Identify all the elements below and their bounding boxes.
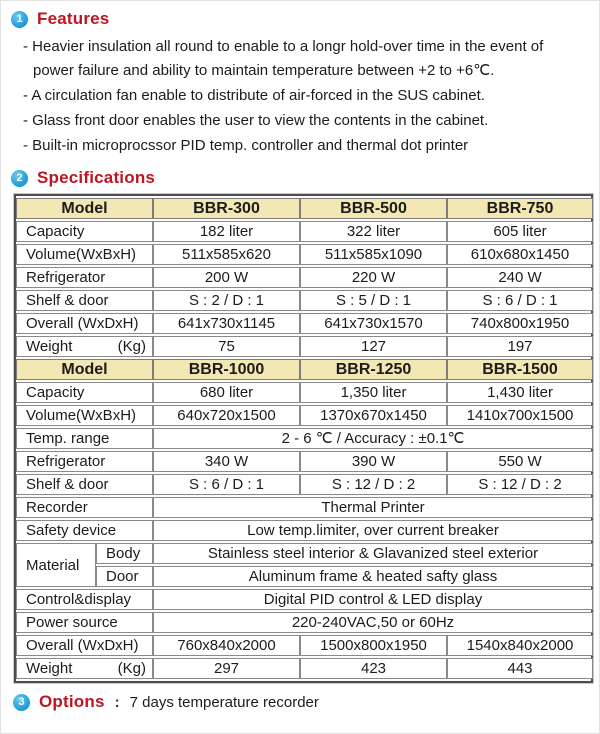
features-list <box>23 35 591 158</box>
spec-row <box>16 313 593 334</box>
spec-value-cell: 1,350 liter <box>300 382 447 403</box>
model-header-cell: Model <box>16 198 153 219</box>
spec-value-cell: Thermal Printer <box>153 497 593 518</box>
spec-value-cell: 200 W <box>153 267 300 288</box>
spec-value-cell: Digital PID control & LED display <box>153 589 593 610</box>
spec-row <box>16 543 593 564</box>
spec-value-cell: 240 W <box>447 267 593 288</box>
spec-value-cell: 511x585x1090 <box>300 244 447 265</box>
spec-label-cell: Power source <box>16 612 153 633</box>
feature-line: power failure and ability to maintain temperature between +2 to +6℃. <box>33 62 495 79</box>
spec-value-cell: 197 <box>447 336 593 357</box>
spec-label-cell: Door <box>96 566 153 587</box>
section-number-3-icon: 3 <box>13 694 30 711</box>
section-number-1-icon: 1 <box>11 11 28 28</box>
model-name-cell: BBR-1250 <box>300 359 447 380</box>
spec-label-cell: Overall (WxDxH) <box>16 635 153 656</box>
feature-line: - Glass front door enables the user to view the contents in the cabinet. <box>23 112 489 129</box>
spec-label-main: Weight <box>26 338 73 355</box>
feature-line: - A circulation fan enable to distribute of air-forced in the SUS cabinet. <box>23 87 485 104</box>
spec-value-cell: S : 6 / D : 1 <box>153 474 300 495</box>
spec-value-cell: 1370x670x1450 <box>300 405 447 426</box>
spec-label-cell: Capacity <box>16 221 153 242</box>
spec-label-cell: Overall (WxDxH) <box>16 313 153 334</box>
spec-label-cell: Safety device <box>16 520 153 541</box>
spec-value-cell: 740x800x1950 <box>447 313 593 334</box>
spec-row <box>16 635 593 656</box>
spec-label-cell: Capacity <box>16 382 153 403</box>
spec-value-cell: S : 12 / D : 2 <box>300 474 447 495</box>
spec-label-cell: Control&display <box>16 589 153 610</box>
spec-label-unit: (Kg) <box>117 338 146 355</box>
spec-row <box>16 612 593 633</box>
feature-item-3 <box>23 109 591 133</box>
spec-value-cell: 127 <box>300 336 447 357</box>
model-name-cell: BBR-1000 <box>153 359 300 380</box>
spec-row <box>16 589 593 610</box>
model-name-cell: BBR-300 <box>153 198 300 219</box>
spec-label-cell: Temp. range <box>16 428 153 449</box>
spec-row <box>16 405 593 426</box>
spec-value-cell: 511x585x620 <box>153 244 300 265</box>
spec-value-cell: 641x730x1145 <box>153 313 300 334</box>
spec-header-row <box>16 359 593 380</box>
spec-label-cell: Volume(WxBxH) <box>16 405 153 426</box>
spec-value-cell: 2 - 6 ℃ / Accuracy : ±0.1℃ <box>153 428 593 449</box>
spec-value-cell: 220 W <box>300 267 447 288</box>
spec-table-wrap <box>14 194 593 683</box>
spec-label-cell: Shelf & door <box>16 290 153 311</box>
spec-value-cell: 1,430 liter <box>447 382 593 403</box>
spec-value-cell: 641x730x1570 <box>300 313 447 334</box>
spec-value-cell: 182 liter <box>153 221 300 242</box>
model-name-cell: BBR-1500 <box>447 359 593 380</box>
spec-value-cell: 443 <box>447 658 593 679</box>
model-name-cell: BBR-750 <box>447 198 593 219</box>
feature-line: - Heavier insulation all round to enable to a longr hold-over time in the event of <box>23 38 544 55</box>
spec-label-cell: Material <box>16 543 96 587</box>
spec-label-cell: Body <box>96 543 153 564</box>
spec-label-main: Weight <box>26 660 73 677</box>
options-text: 7 days temperature recorder <box>129 693 319 711</box>
feature-item-1 <box>23 35 591 83</box>
spec-row <box>16 520 593 541</box>
spec-row <box>16 474 593 495</box>
spec-label-cell: Refrigerator <box>16 451 153 472</box>
spec-label-cell: Volume(WxBxH) <box>16 244 153 265</box>
spec-value-cell: 605 liter <box>447 221 593 242</box>
spec-row <box>16 382 593 403</box>
spec-label-cell: Shelf & door <box>16 474 153 495</box>
spec-value-cell: 75 <box>153 336 300 357</box>
spec-label-cell: Refrigerator <box>16 267 153 288</box>
spec-value-cell: Low temp.limiter, over current breaker <box>153 520 593 541</box>
options-heading <box>13 692 591 712</box>
spec-value-cell: 640x720x1500 <box>153 405 300 426</box>
spec-value-cell: 390 W <box>300 451 447 472</box>
feature-item-4 <box>23 134 591 158</box>
spec-value-cell: S : 6 / D : 1 <box>447 290 593 311</box>
spec-value-cell: 322 liter <box>300 221 447 242</box>
features-title: Features <box>37 9 110 28</box>
model-name-cell: BBR-500 <box>300 198 447 219</box>
spec-value-cell: S : 12 / D : 2 <box>447 474 593 495</box>
spec-value-cell: 1410x700x1500 <box>447 405 593 426</box>
options-separator: : <box>114 693 120 711</box>
features-heading <box>11 9 591 29</box>
section-number-2-icon: 2 <box>11 170 28 187</box>
spec-row <box>16 451 593 472</box>
spec-row <box>16 267 593 288</box>
spec-value-cell: S : 2 / D : 1 <box>153 290 300 311</box>
specifications-title: Specifications <box>37 168 156 187</box>
spec-label-unit: (Kg) <box>117 660 146 677</box>
spec-row <box>16 336 593 357</box>
spec-value-cell: 760x840x2000 <box>153 635 300 656</box>
spec-row <box>16 428 593 449</box>
spec-row <box>16 244 593 265</box>
spec-table <box>16 196 593 681</box>
spec-value-cell: 1540x840x2000 <box>447 635 593 656</box>
spec-value-cell: S : 5 / D : 1 <box>300 290 447 311</box>
spec-value-cell: 1500x800x1950 <box>300 635 447 656</box>
spec-value-cell: 220-240VAC,50 or 60Hz <box>153 612 593 633</box>
spec-value-cell: Stainless steel interior & Glavanized steel exterior <box>153 543 593 564</box>
spec-row <box>16 221 593 242</box>
feature-item-2 <box>23 84 591 108</box>
spec-label-cell: Recorder <box>16 497 153 518</box>
spec-row <box>16 497 593 518</box>
spec-label-cell <box>16 336 153 357</box>
spec-row <box>16 566 593 587</box>
spec-value-cell: Aluminum frame & heated safty glass <box>153 566 593 587</box>
feature-line: - Built-in microprocssor PID temp. controller and thermal dot printer <box>23 137 469 154</box>
spec-value-cell: 340 W <box>153 451 300 472</box>
spec-row <box>16 290 593 311</box>
spec-table-body <box>16 198 593 679</box>
spec-header-row <box>16 198 593 219</box>
spec-value-cell: 297 <box>153 658 300 679</box>
model-header-cell: Model <box>16 359 153 380</box>
spec-label-cell <box>16 658 153 679</box>
spec-row <box>16 658 593 679</box>
spec-value-cell: 680 liter <box>153 382 300 403</box>
specifications-heading <box>11 168 591 188</box>
spec-value-cell: 550 W <box>447 451 593 472</box>
options-title: Options <box>39 692 105 711</box>
spec-value-cell: 610x680x1450 <box>447 244 593 265</box>
spec-value-cell: 423 <box>300 658 447 679</box>
